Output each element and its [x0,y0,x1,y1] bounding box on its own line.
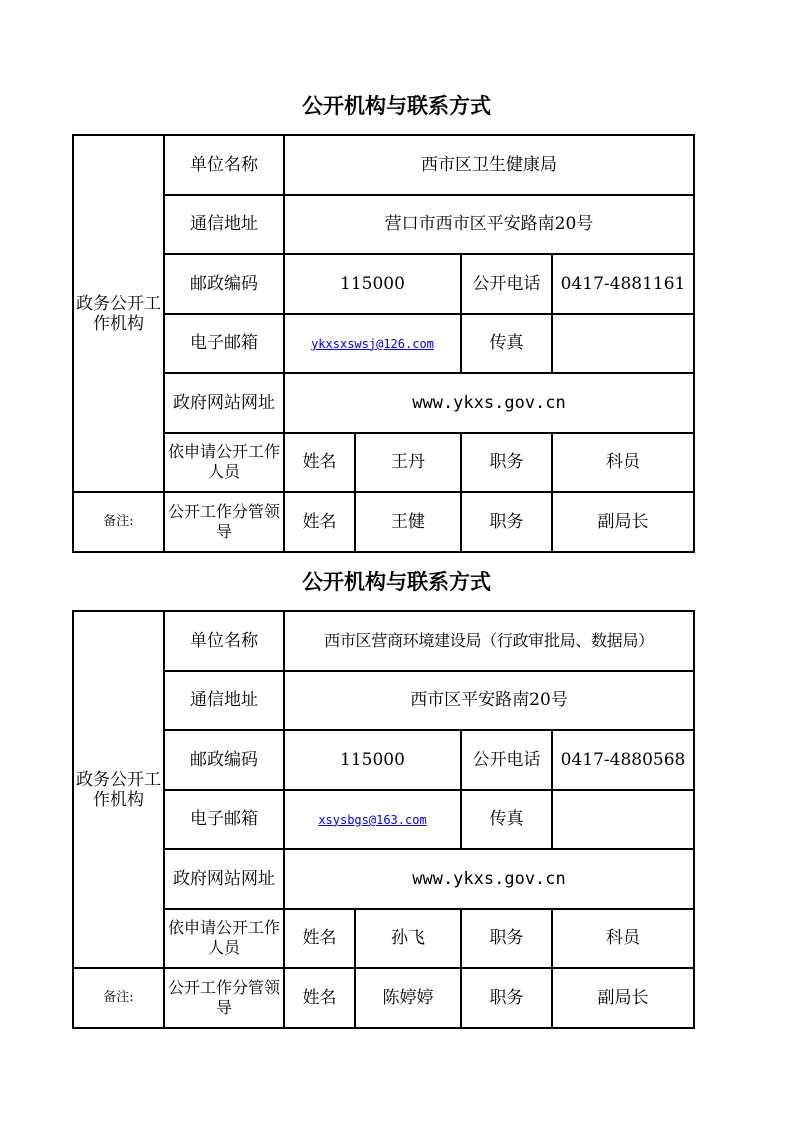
note-label: 备注: [73,492,164,552]
unit-name-label: 单位名称 [164,611,284,671]
staff-name-label: 姓名 [284,909,355,969]
note-label: 备注: [73,968,164,1028]
website-value: www.ykxs.gov.cn [284,849,694,909]
leader-name-value: 王健 [355,492,461,552]
email-label: 电子邮箱 [164,790,284,850]
email-link[interactable]: xsysbgs@163.com [318,812,427,827]
address-value: 西市区平安路南20号 [284,671,694,731]
leader-label: 公开工作分管领导 [164,492,284,552]
unit-name-value: 西市区卫生健康局 [284,135,694,195]
staff-position-value: 科员 [552,433,694,493]
leader-name-label: 姓名 [284,968,355,1028]
leader-label: 公开工作分管领导 [164,968,284,1028]
section-title: 公开机构与联系方式 [302,570,491,594]
fax-value [552,314,694,374]
staff-label: 依申请公开工作人员 [164,433,284,493]
section-title: 公开机构与联系方式 [302,94,491,118]
email-label: 电子邮箱 [164,314,284,374]
staff-position-value: 科员 [552,909,694,969]
leader-position-label: 职务 [461,968,552,1028]
address-label: 通信地址 [164,195,284,255]
staff-name-value: 王丹 [355,433,461,493]
postcode-label: 邮政编码 [164,254,284,314]
row-group-label: 政务公开工作机构 [73,135,164,492]
phone-label: 公开电话 [461,254,552,314]
leader-position-value: 副局长 [552,968,694,1028]
postcode-value: 115000 [284,254,461,314]
fax-value [552,790,694,850]
leader-name-label: 姓名 [284,492,355,552]
contact-table [72,610,695,1029]
leader-name-value: 陈婷婷 [355,968,461,1028]
fax-label: 传真 [461,790,552,850]
staff-name-value: 孙飞 [355,909,461,969]
address-value: 营口市西市区平安路南20号 [284,195,694,255]
email-link[interactable]: ykxsxswsj@126.com [311,336,434,351]
staff-position-label: 职务 [461,433,552,493]
postcode-value: 115000 [284,730,461,790]
fax-label: 传真 [461,314,552,374]
address-label: 通信地址 [164,671,284,731]
website-label: 政府网站网址 [164,849,284,909]
postcode-label: 邮政编码 [164,730,284,790]
unit-name-label: 单位名称 [164,135,284,195]
phone-value: 0417-4881161 [552,254,694,314]
phone-value: 0417-4880568 [552,730,694,790]
website-value: www.ykxs.gov.cn [284,373,694,433]
staff-name-label: 姓名 [284,433,355,493]
email-cell [284,314,461,374]
phone-label: 公开电话 [461,730,552,790]
contact-table [72,134,695,553]
staff-label: 依申请公开工作人员 [164,909,284,969]
email-cell [284,790,461,850]
row-group-label: 政务公开工作机构 [73,611,164,968]
leader-position-label: 职务 [461,492,552,552]
website-label: 政府网站网址 [164,373,284,433]
staff-position-label: 职务 [461,909,552,969]
leader-position-value: 副局长 [552,492,694,552]
unit-name-value: 西市区营商环境建设局（行政审批局、数据局） [284,611,694,671]
